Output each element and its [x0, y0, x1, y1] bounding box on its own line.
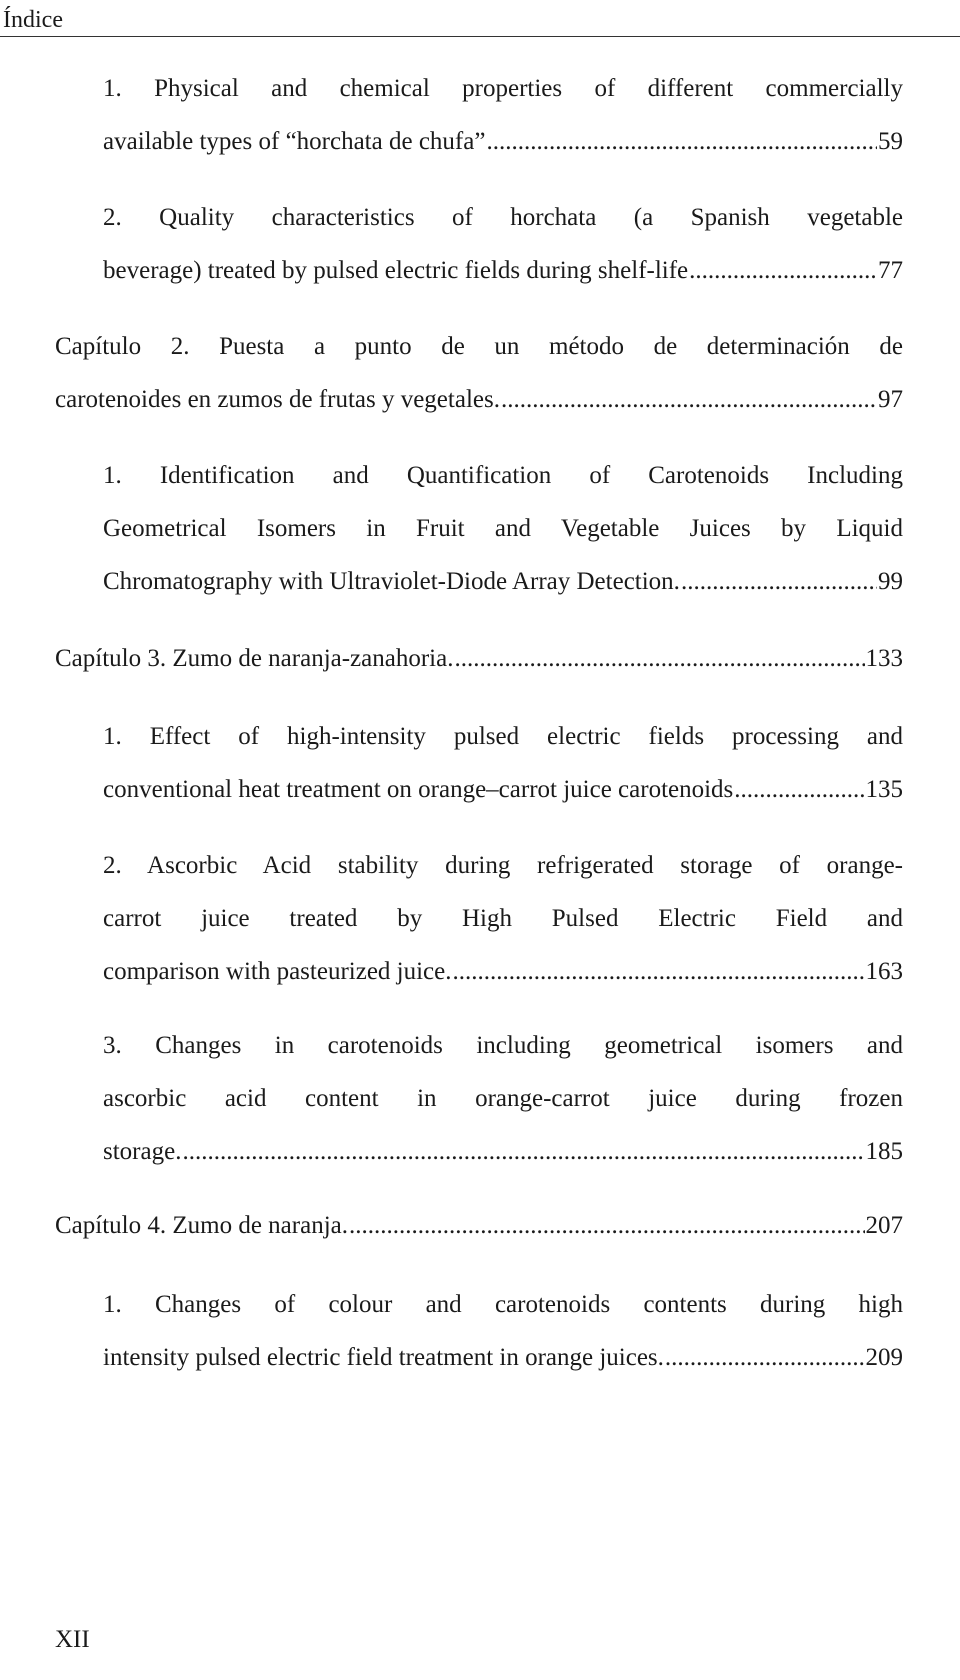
toc-page-number: 77: [878, 257, 903, 284]
toc-page-number: 135: [865, 776, 903, 803]
toc-entry-text: conventional heat treatment on orange–carrot juice carotenoids: [103, 776, 734, 803]
dot-leader: [501, 373, 877, 426]
toc-entry-last-line: [55, 1199, 903, 1252]
toc-entry[interactable]: [103, 1019, 903, 1178]
toc-entry-last-line: [103, 1331, 903, 1384]
toc-entry[interactable]: [103, 1278, 903, 1384]
toc-page-number: 133: [865, 645, 903, 672]
toc-page-number: 97: [878, 386, 903, 413]
toc-entry-text: Chromatography with Ultraviolet-Diode Array Detection.: [103, 568, 680, 595]
toc-entry-line: 1. Effect of high-intensity pulsed electric fields processing and: [103, 723, 903, 750]
toc-chapter-entry[interactable]: [55, 1199, 903, 1252]
toc-entry-text: comparison with pasteurized juice.: [103, 958, 452, 985]
toc-entry[interactable]: [103, 710, 903, 816]
toc-page-number: 99: [878, 568, 903, 595]
toc-page-number: 163: [865, 958, 903, 985]
toc-entry-text: storage.: [103, 1138, 182, 1165]
toc-entry-line: carrot juice treated by High Pulsed Electric Field and: [103, 905, 903, 932]
toc-entry-last-line: [55, 373, 903, 426]
toc-entry-last-line: [103, 763, 903, 816]
toc-entry-line: 3. Changes in carotenoids including geometrical isomers and: [103, 1032, 903, 1059]
toc-entry-last-line: [103, 115, 903, 168]
header-rule: [0, 36, 960, 37]
toc-entry-line: 2. Ascorbic Acid stability during refrigerated storage of orange-: [103, 852, 903, 879]
toc-entry-line: 2. Quality characteristics of horchata (a Spanish vegetable: [103, 204, 903, 231]
toc-entry-text: beverage) treated by pulsed electric fields during shelf-life: [103, 257, 689, 284]
dot-leader: [182, 1125, 864, 1178]
dot-leader: [349, 1199, 865, 1252]
toc-chapter-entry[interactable]: [55, 632, 903, 685]
dot-leader: [453, 945, 865, 998]
toc-entry-last-line: [103, 244, 903, 297]
dot-leader: [681, 555, 877, 608]
toc-entry-line: Capítulo 2. Puesta a punto de un método de determinación de: [55, 333, 903, 360]
toc-entry-text: Capítulo 3. Zumo de naranja-zanahoria.: [55, 645, 454, 672]
toc-chapter-entry[interactable]: [55, 320, 903, 426]
toc-page-number: 209: [865, 1344, 903, 1371]
page-folio: XII: [55, 1626, 90, 1653]
toc-entry-line: 1. Physical and chemical properties of different commercially: [103, 75, 903, 102]
toc-page-number: 59: [878, 128, 903, 155]
toc-entry[interactable]: [103, 191, 903, 297]
toc-entry-text: intensity pulsed electric field treatment in orange juices.: [103, 1344, 664, 1371]
dot-leader: [486, 115, 877, 168]
toc-entry-last-line: [55, 632, 903, 685]
toc-entry-last-line: [103, 945, 903, 998]
toc-entry-last-line: [103, 555, 903, 608]
toc-entry-line: 1. Identification and Quantification of Carotenoids Including: [103, 462, 903, 489]
toc-entry-line: Geometrical Isomers in Fruit and Vegetable Juices by Liquid: [103, 515, 903, 542]
toc-entry-text: carotenoides en zumos de frutas y vegetales.: [55, 386, 500, 413]
toc-entry[interactable]: [103, 449, 903, 608]
toc-entry-line: ascorbic acid content in orange-carrot juice during frozen: [103, 1085, 903, 1112]
toc-entry-last-line: [103, 1125, 903, 1178]
toc-entry-text: Capítulo 4. Zumo de naranja.: [55, 1212, 348, 1239]
toc-page-number: 185: [865, 1138, 903, 1165]
toc-page-number: 207: [865, 1212, 903, 1239]
dot-leader: [734, 763, 864, 816]
dot-leader: [665, 1331, 865, 1384]
running-header-title: Índice: [3, 7, 63, 33]
toc-entry[interactable]: [103, 839, 903, 998]
dot-leader: [689, 244, 877, 297]
toc-entry-text: available types of “horchata de chufa”: [103, 128, 486, 155]
dot-leader: [454, 632, 864, 685]
toc-entry-line: 1. Changes of colour and carotenoids contents during high: [103, 1291, 903, 1318]
toc-entry[interactable]: [103, 62, 903, 168]
